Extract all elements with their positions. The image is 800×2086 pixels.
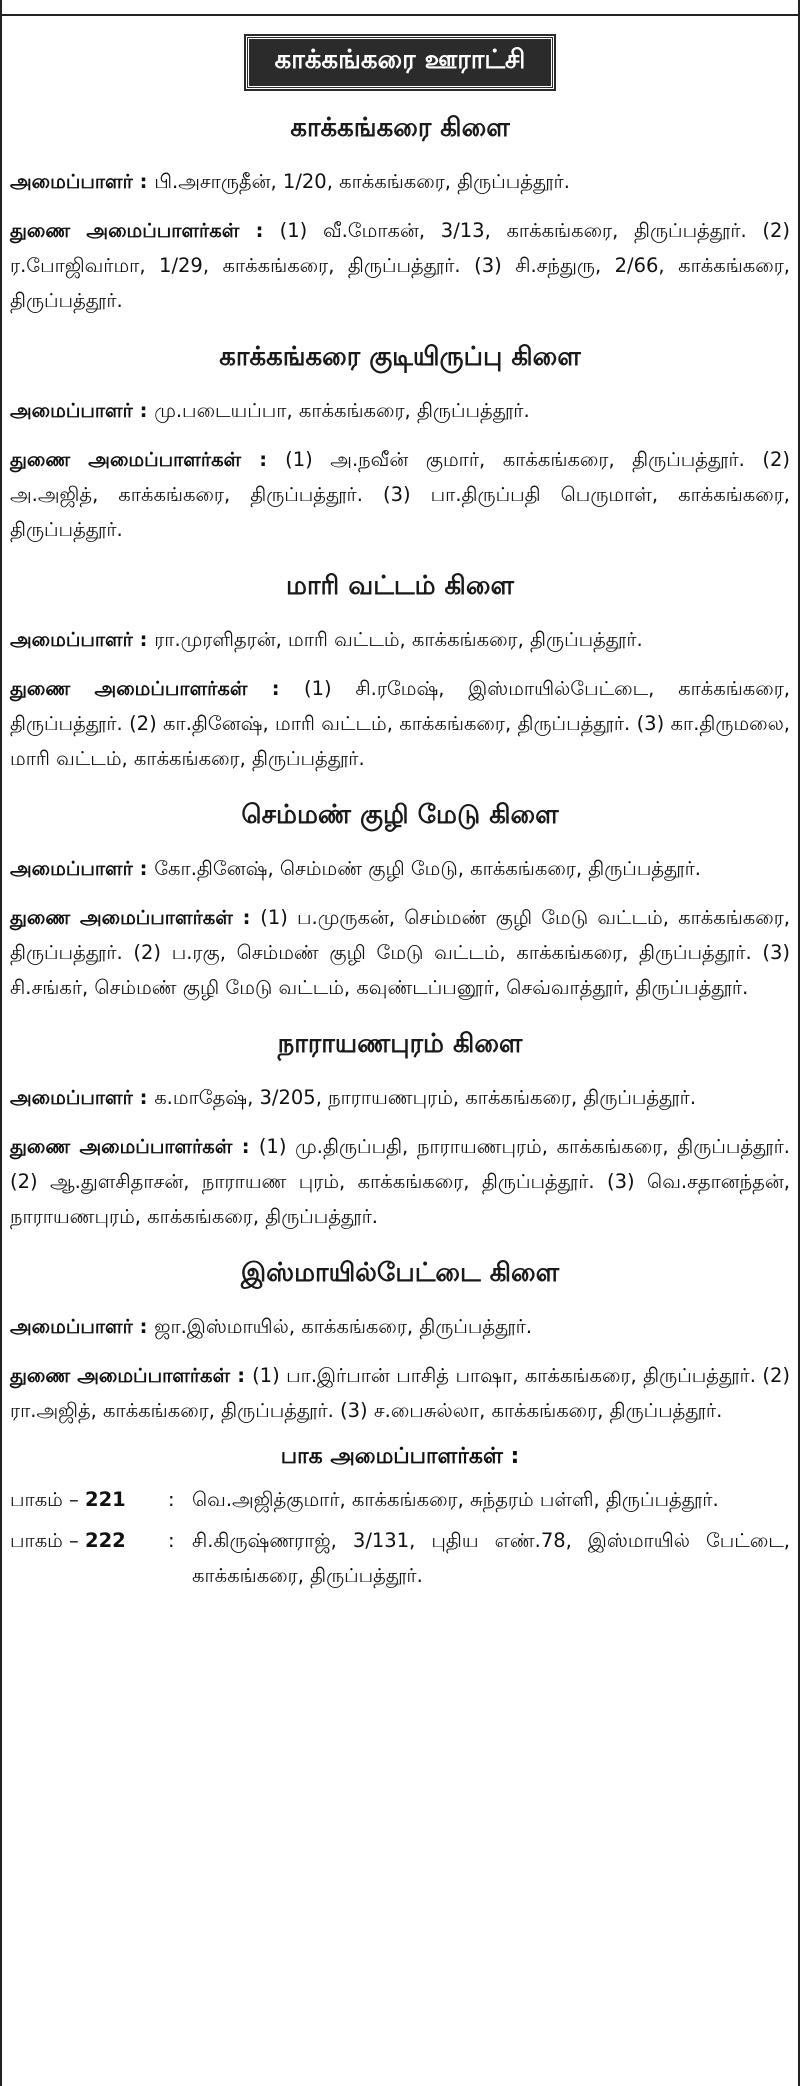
deputies-line: துணை அமைப்பாளர்கள் : (1) மு.திருப்பதி, நாராயணபுரம், காக்கங்கரை, திருப்பத்தூர். (2) ஆ.துளசிதாசன், நாராயண புரம், காக்கங்கரை, திருப்பத்தூர். (3) வெ.சதானந்தன், நாராயணபுரம், காக்கங்கரை, திருப்பத்தூர். bbox=[10, 1135, 790, 1228]
deputies-value: (1) வீ.மோகன், 3/13, காக்கங்கரை, திருப்பத்தூர். (2) ர.போஜிவர்மா, 1/29, காக்கங்கரை, திருப்பத்தூர். (3) சி.சந்துரு, 2/66, காக்கங்கரை, திருப்பத்தூர். bbox=[10, 219, 791, 312]
organizer-line: அமைப்பாளர் : பி.அசாருதீன், 1/20, காக்கங்கரை, திருப்பத்தூர். bbox=[10, 170, 570, 193]
organizer-line: அமைப்பாளர் : க.மாதேஷ், 3/205, நாராயணபுரம், காக்கங்கரை, திருப்பத்தூர். bbox=[10, 1086, 697, 1109]
part-row: பாகம் – 221 : வெ.அஜித்குமார், காக்கங்கரை, சுந்தரம் பள்ளி, திருப்பத்தூர். bbox=[10, 1482, 790, 1517]
branch-title: நாராயணபுரம் கிளை bbox=[277, 1029, 523, 1059]
organizer-line: அமைப்பாளர் : மு.படையப்பா, காக்கங்கரை, திருப்பத்தூர். bbox=[10, 399, 530, 422]
organizer-label: அமைப்பாளர் bbox=[10, 1086, 133, 1109]
deputies-label: துணை அமைப்பாளர்கள் bbox=[10, 677, 248, 700]
branch-section bbox=[10, 342, 790, 547]
part-text: வெ.அஜித்குமார், காக்கங்கரை, சுந்தரம் பள்ளி, திருப்பத்தூர். bbox=[192, 1488, 719, 1511]
organizer-label: அமைப்பாளர் bbox=[10, 628, 133, 651]
deputies-line: துணை அமைப்பாளர்கள் : (1) ப.முருகன், செம்மண் குழி மேடு வட்டம், காக்கங்கரை, திருப்பத்தூர். (2) ப.ரகு, செம்மண் குழி மேடு வட்டம், காக்கங்கரை, திருப்பத்தூர். (3) சி.சங்கர், செம்மண் குழி மேடு வட்டம், கவுண்டப்பனூர், செவ்வாத்தூர், திருப்பத்தூர். bbox=[10, 906, 791, 999]
branch-title: மாரி வட்டம் கிளை bbox=[286, 571, 514, 601]
deputies-line: துணை அமைப்பாளர்கள் : (1) அ.நவீன் குமார், காக்கங்கரை, திருப்பத்தூர். (2) அ.அஜித், காக்கங்கரை, திருப்பத்தூர். (3) பா.திருப்பதி பெருமாள், காக்கங்கரை, திருப்பத்தூர். bbox=[10, 448, 790, 541]
organizer-line: அமைப்பாளர் : கோ.தினேஷ், செம்மண் குழி மேடு, காக்கங்கரை, திருப்பத்தூர். bbox=[10, 857, 701, 880]
deputies-label: துணை அமைப்பாளர்கள் bbox=[10, 1135, 233, 1158]
deputies-value: (1) அ.நவீன் குமார், காக்கங்கரை, திருப்பத்தூர். (2) அ.அஜித், காக்கங்கரை, திருப்பத்தூர். (3) பா.திருப்பதி பெருமாள், காக்கங்கரை, திருப்பத்தூர். bbox=[10, 448, 790, 541]
part-number: பாகம் – 221 bbox=[10, 1488, 126, 1511]
deputies-line: துணை அமைப்பாளர்கள் : (1) பா.இர்பான் பாசித் பாஷா, காக்கங்கரை, திருப்பத்தூர். (2) ரா.அஜித், காக்கங்கரை, திருப்பத்தூர். (3) ச.பைசுல்லா, காக்கங்கரை, திருப்பத்தூர். bbox=[10, 1364, 790, 1422]
panchayat-title: காக்கங்கரை ஊராட்சி bbox=[246, 36, 555, 89]
deputies-value: (1) மு.திருப்பதி, நாராயணபுரம், காக்கங்கரை, திருப்பத்தூர். (2) ஆ.துளசிதாசன், நாராயண புரம், காக்கங்கரை, திருப்பத்தூர். (3) வெ.சதானந்தன், நாராயணபுரம், காக்கங்கரை, திருப்பத்தூர். bbox=[10, 1135, 790, 1228]
deputies-line: துணை அமைப்பாளர்கள் : (1) வீ.மோகன், 3/13, காக்கங்கரை, திருப்பத்தூர். (2) ர.போஜிவர்மா, 1/29, காக்கங்கரை, திருப்பத்தூர். (3) சி.சந்துரு, 2/66, காக்கங்கரை, திருப்பத்தூர். bbox=[10, 219, 791, 312]
deputies-line: துணை அமைப்பாளர்கள் : (1) சி.ரமேஷ், இஸ்மாயில்பேட்டை, காக்கங்கரை, திருப்பத்தூர். (2) கா.தினேஷ், மாரி வட்டம், காக்கங்கரை, திருப்பத்தூர். (3) கா.திருமலை, மாரி வட்டம், காக்கங்கரை, திருப்பத்தூர். bbox=[10, 677, 791, 770]
parts-section bbox=[10, 1444, 790, 1593]
part-text: சி.கிருஷ்ணராஜ், 3/131, புதிய எண்.78, இஸ்மாயில் பேட்டை, காக்கங்கரை, திருப்பத்தூர். bbox=[192, 1529, 790, 1587]
branch-section bbox=[10, 113, 790, 318]
organizer-line: அமைப்பாளர் : ஜா.இஸ்மாயில், காக்கங்கரை, திருப்பத்தூர். bbox=[10, 1315, 533, 1338]
branch-title: காக்கங்கரை கிளை bbox=[290, 113, 510, 143]
organizer-label: அமைப்பாளர் bbox=[10, 399, 133, 422]
organizer-value: கோ.தினேஷ், செம்மண் குழி மேடு, காக்கங்கரை, திருப்பத்தூர். bbox=[154, 857, 701, 880]
deputies-value: (1) பா.இர்பான் பாசித் பாஷா, காக்கங்கரை, திருப்பத்தூர். (2) ரா.அஜித், காக்கங்கரை, திருப்பத்தூர். (3) ச.பைசுல்லா, காக்கங்கரை, திருப்பத்தூர். bbox=[10, 1364, 790, 1422]
parts-title: பாக அமைப்பாளர்கள் : bbox=[280, 1444, 520, 1469]
organizer-label: அமைப்பாளர் bbox=[10, 857, 133, 880]
organizer-value: பி.அசாருதீன், 1/20, காக்கங்கரை, திருப்பத்தூர். bbox=[154, 170, 570, 193]
organizer-label: அமைப்பாளர் bbox=[10, 170, 133, 193]
organizer-line: அமைப்பாளர் : ரா.முரளிதரன், மாரி வட்டம், காக்கங்கரை, திருப்பத்தூர். bbox=[10, 628, 643, 651]
organizer-value: க.மாதேஷ், 3/205, நாராயணபுரம், காக்கங்கரை, திருப்பத்தூர். bbox=[154, 1086, 697, 1109]
deputies-value: (1) ப.முருகன், செம்மண் குழி மேடு வட்டம், காக்கங்கரை, திருப்பத்தூர். (2) ப.ரகு, செம்மண் குழி மேடு வட்டம், காக்கங்கரை, திருப்பத்தூர். (3) சி.சங்கர், செம்மண் குழி மேடு வட்டம், கவுண்டப்பனூர், செவ்வாத்தூர், திருப்பத்தூர். bbox=[10, 906, 791, 999]
part-number: பாகம் – 222 bbox=[10, 1529, 126, 1552]
organizer-value: ஜா.இஸ்மாயில், காக்கங்கரை, திருப்பத்தூர். bbox=[154, 1315, 533, 1338]
organizer-value: மு.படையப்பா, காக்கங்கரை, திருப்பத்தூர். bbox=[154, 399, 530, 422]
deputies-label: துணை அமைப்பாளர்கள் bbox=[10, 1364, 231, 1387]
top-divider bbox=[2, 0, 798, 16]
branch-title: காக்கங்கரை குடியிருப்பு கிளை bbox=[219, 342, 581, 372]
branch-title: இஸ்மாயில்பேட்டை கிளை bbox=[240, 1258, 560, 1288]
part-row: பாகம் – 222 : சி.கிருஷ்ணராஜ், 3/131, புதிய எண்.78, இஸ்மாயில் பேட்டை, காக்கங்கரை, திருப்பத்தூர். bbox=[10, 1523, 790, 1593]
organizer-label: அமைப்பாளர் bbox=[10, 1315, 133, 1338]
deputies-label: துணை அமைப்பாளர்கள் bbox=[10, 219, 240, 242]
deputies-value: (1) சி.ரமேஷ், இஸ்மாயில்பேட்டை, காக்கங்கரை, திருப்பத்தூர். (2) கா.தினேஷ், மாரி வட்டம், காக்கங்கரை, திருப்பத்தூர். (3) கா.திருமலை, மாரி வட்டம், காக்கங்கரை, திருப்பத்தூர். bbox=[10, 677, 791, 770]
branch-section bbox=[10, 1029, 790, 1234]
branch-title: செம்மண் குழி மேடு கிளை bbox=[241, 800, 559, 830]
header-wrap bbox=[10, 36, 790, 89]
branch-section bbox=[10, 800, 790, 1005]
deputies-label: துணை அமைப்பாளர்கள் bbox=[10, 906, 233, 929]
organizer-value: ரா.முரளிதரன், மாரி வட்டம், காக்கங்கரை, திருப்பத்தூர். bbox=[154, 628, 643, 651]
branch-section bbox=[10, 571, 790, 776]
deputies-label: துணை அமைப்பாளர்கள் bbox=[10, 448, 242, 471]
branch-section bbox=[10, 1258, 790, 1428]
